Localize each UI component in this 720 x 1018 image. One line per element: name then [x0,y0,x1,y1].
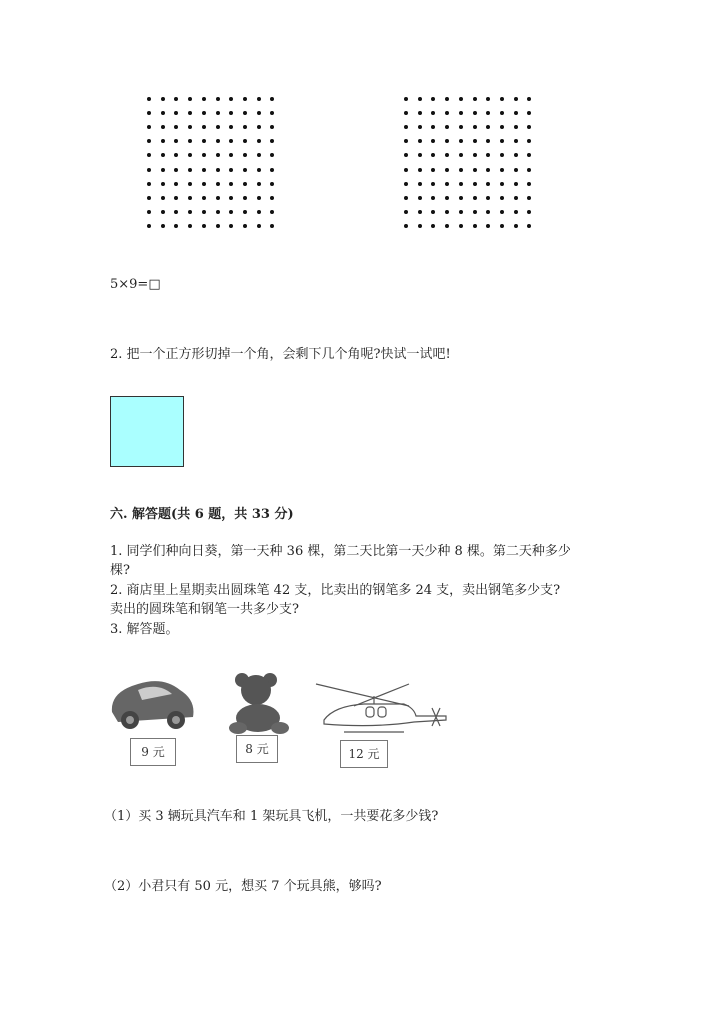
grid-dot [500,196,504,200]
grid-dot [270,97,274,101]
grid-dot [418,182,422,186]
grid-dot [486,153,490,157]
grid-dot [486,210,490,214]
grid-dot [418,125,422,129]
grid-dot [527,111,531,115]
grid-dot [147,139,151,143]
grid-dot [216,125,220,129]
grid-dot [459,153,463,157]
grid-dot [216,224,220,228]
grid-dot [161,210,165,214]
grid-dot [147,224,151,228]
car-image [108,672,198,732]
grid-dot [404,153,408,157]
grid-dot [459,210,463,214]
grid-dot [473,210,477,214]
grid-dot [431,125,435,129]
grid-dot [270,182,274,186]
grid-dot [174,139,178,143]
grid-dot [174,111,178,115]
grid-dot [527,125,531,129]
grid-dot [229,97,233,101]
grid-dot [514,97,518,101]
grid-dot [404,224,408,228]
grid-dot [147,168,151,172]
grid-dot [500,139,504,143]
grid-dot [445,196,449,200]
grid-dot [473,139,477,143]
grid-dot [473,224,477,228]
grid-dot [486,224,490,228]
grid-dot [431,210,435,214]
grid-dot [188,97,192,101]
grid-dot [257,97,261,101]
grid-dot [174,182,178,186]
grid-dot [431,153,435,157]
grid-dot [431,139,435,143]
grid-dot [418,196,422,200]
grid-dot [188,224,192,228]
grid-dot [161,153,165,157]
grid-dot [486,182,490,186]
grid-dot [473,111,477,115]
dot-grid-right [404,97,534,232]
section-heading: 六. 解答题(共 6 题，共 33 分) [110,507,294,522]
grid-dot [174,196,178,200]
grid-dot [174,224,178,228]
grid-dot [243,210,247,214]
grid-dot [243,139,247,143]
grid-dot [527,196,531,200]
grid-dot [243,182,247,186]
grid-dot [445,139,449,143]
price-tag-bear: 8 元 [236,735,278,763]
grid-dot [431,224,435,228]
grid-dot [188,196,192,200]
grid-dot [514,153,518,157]
cyan-square [110,396,184,467]
sub-question-1: （1）买 3 辆玩具汽车和 1 架玩具飞机，一共要花多少钱? [104,809,439,824]
grid-dot [270,125,274,129]
grid-dot [202,97,206,101]
grid-dot [418,168,422,172]
grid-dot [257,125,261,129]
grid-dot [527,97,531,101]
grid-dot [257,139,261,143]
grid-dot [459,182,463,186]
grid-dot [257,168,261,172]
grid-dot [229,224,233,228]
grid-dot [500,210,504,214]
grid-dot [229,139,233,143]
grid-dot [270,210,274,214]
grid-dot [229,125,233,129]
grid-dot [270,196,274,200]
grid-dot [147,210,151,214]
grid-dot [243,196,247,200]
grid-dot [445,97,449,101]
grid-dot [270,153,274,157]
grid-dot [527,210,531,214]
grid-dot [486,139,490,143]
grid-dot [229,153,233,157]
grid-dot [229,182,233,186]
grid-dot [473,153,477,157]
grid-dot [161,168,165,172]
grid-dot [445,125,449,129]
grid-dot [161,111,165,115]
grid-dot [404,97,408,101]
grid-dot [243,153,247,157]
grid-dot [243,125,247,129]
grid-dot [216,168,220,172]
text-line: 2. 商店里上星期卖出圆珠笔 42 支，比卖出的钢笔多 24 支，卖出钢笔多少支? [110,583,561,598]
grid-dot [500,125,504,129]
sub-question-2: （2）小君只有 50 元，想买 7 个玩具熊，够吗? [104,879,382,894]
grid-dot [486,125,490,129]
grid-dot [216,111,220,115]
grid-dot [202,196,206,200]
text-line: 棵? [110,563,130,578]
grid-dot [161,182,165,186]
grid-dot [404,210,408,214]
text-line: 卖出的圆珠笔和钢笔一共多少支? [110,602,299,617]
grid-dot [445,168,449,172]
grid-dot [147,125,151,129]
grid-dot [404,196,408,200]
grid-dot [445,111,449,115]
grid-dot [418,224,422,228]
grid-dot [459,196,463,200]
grid-dot [445,153,449,157]
grid-dot [202,168,206,172]
grid-dot [243,224,247,228]
grid-dot [473,125,477,129]
grid-dot [174,210,178,214]
grid-dot [404,182,408,186]
grid-dot [161,125,165,129]
grid-dot [202,139,206,143]
grid-dot [270,111,274,115]
grid-dot [257,182,261,186]
question-2: 2. 把一个正方形切掉一个角，会剩下几个角呢?快试一试吧! [110,347,451,362]
grid-dot [514,182,518,186]
grid-dot [257,224,261,228]
grid-dot [418,153,422,157]
grid-dot [514,168,518,172]
grid-dot [459,168,463,172]
grid-dot [486,168,490,172]
grid-dot [404,139,408,143]
grid-dot [514,139,518,143]
grid-dot [473,168,477,172]
grid-dot [514,224,518,228]
helicopter-image [314,676,452,736]
grid-dot [161,224,165,228]
grid-dot [216,153,220,157]
grid-dot [270,168,274,172]
grid-dot [147,111,151,115]
grid-dot [418,97,422,101]
grid-dot [202,153,206,157]
grid-dot [202,111,206,115]
grid-dot [500,224,504,228]
grid-dot [188,111,192,115]
teddy-bear-image [228,672,292,736]
grid-dot [243,97,247,101]
grid-dot [188,125,192,129]
grid-dot [500,182,504,186]
grid-dot [459,111,463,115]
grid-dot [216,210,220,214]
grid-dot [188,210,192,214]
grid-dot [500,168,504,172]
grid-dot [486,196,490,200]
grid-dot [500,97,504,101]
grid-dot [147,153,151,157]
grid-dot [243,168,247,172]
grid-dot [445,182,449,186]
grid-dot [147,182,151,186]
grid-dot [459,125,463,129]
grid-dot [431,97,435,101]
grid-dot [514,196,518,200]
grid-dot [431,168,435,172]
grid-dot [202,182,206,186]
grid-dot [161,97,165,101]
grid-dot [270,224,274,228]
grid-dot [473,97,477,101]
grid-dot [188,168,192,172]
grid-dot [188,153,192,157]
grid-dot [257,210,261,214]
grid-dot [459,139,463,143]
text-line: 3. 解答题。 [110,622,179,637]
grid-dot [229,210,233,214]
grid-dot [527,182,531,186]
grid-dot [418,210,422,214]
grid-dot [202,224,206,228]
grid-dot [270,139,274,143]
grid-dot [216,139,220,143]
grid-dot [431,196,435,200]
grid-dot [473,196,477,200]
grid-dot [418,111,422,115]
grid-dot [202,125,206,129]
grid-dot [147,97,151,101]
grid-dot [459,224,463,228]
grid-dot [174,168,178,172]
equation: 5×9=□ [110,277,161,292]
grid-dot [486,111,490,115]
grid-dot [188,182,192,186]
grid-dot [418,139,422,143]
grid-dot [257,153,261,157]
grid-dot [229,196,233,200]
grid-dot [174,153,178,157]
dot-grid-left [147,97,277,232]
grid-dot [514,210,518,214]
grid-dot [229,168,233,172]
grid-dot [257,196,261,200]
grid-dot [257,111,261,115]
grid-dot [161,196,165,200]
grid-dot [527,224,531,228]
grid-dot [500,111,504,115]
grid-dot [445,210,449,214]
grid-dot [216,97,220,101]
grid-dot [473,182,477,186]
price-tag-helicopter: 12 元 [340,740,388,768]
grid-dot [404,111,408,115]
grid-dot [445,224,449,228]
grid-dot [404,125,408,129]
grid-dot [514,125,518,129]
grid-dot [459,97,463,101]
grid-dot [431,182,435,186]
text-line: 1. 同学们种向日葵，第一天种 36 棵，第二天比第一天少种 8 棵。第二天种多少 [110,544,571,559]
grid-dot [500,153,504,157]
grid-dot [229,111,233,115]
grid-dot [188,139,192,143]
grid-dot [527,139,531,143]
grid-dot [431,111,435,115]
grid-dot [147,196,151,200]
grid-dot [174,125,178,129]
grid-dot [514,111,518,115]
grid-dot [202,210,206,214]
price-tag-car: 9 元 [130,738,176,766]
grid-dot [216,182,220,186]
grid-dot [527,168,531,172]
grid-dot [161,139,165,143]
grid-dot [216,196,220,200]
grid-dot [527,153,531,157]
grid-dot [404,168,408,172]
grid-dot [486,97,490,101]
grid-dot [174,97,178,101]
grid-dot [243,111,247,115]
